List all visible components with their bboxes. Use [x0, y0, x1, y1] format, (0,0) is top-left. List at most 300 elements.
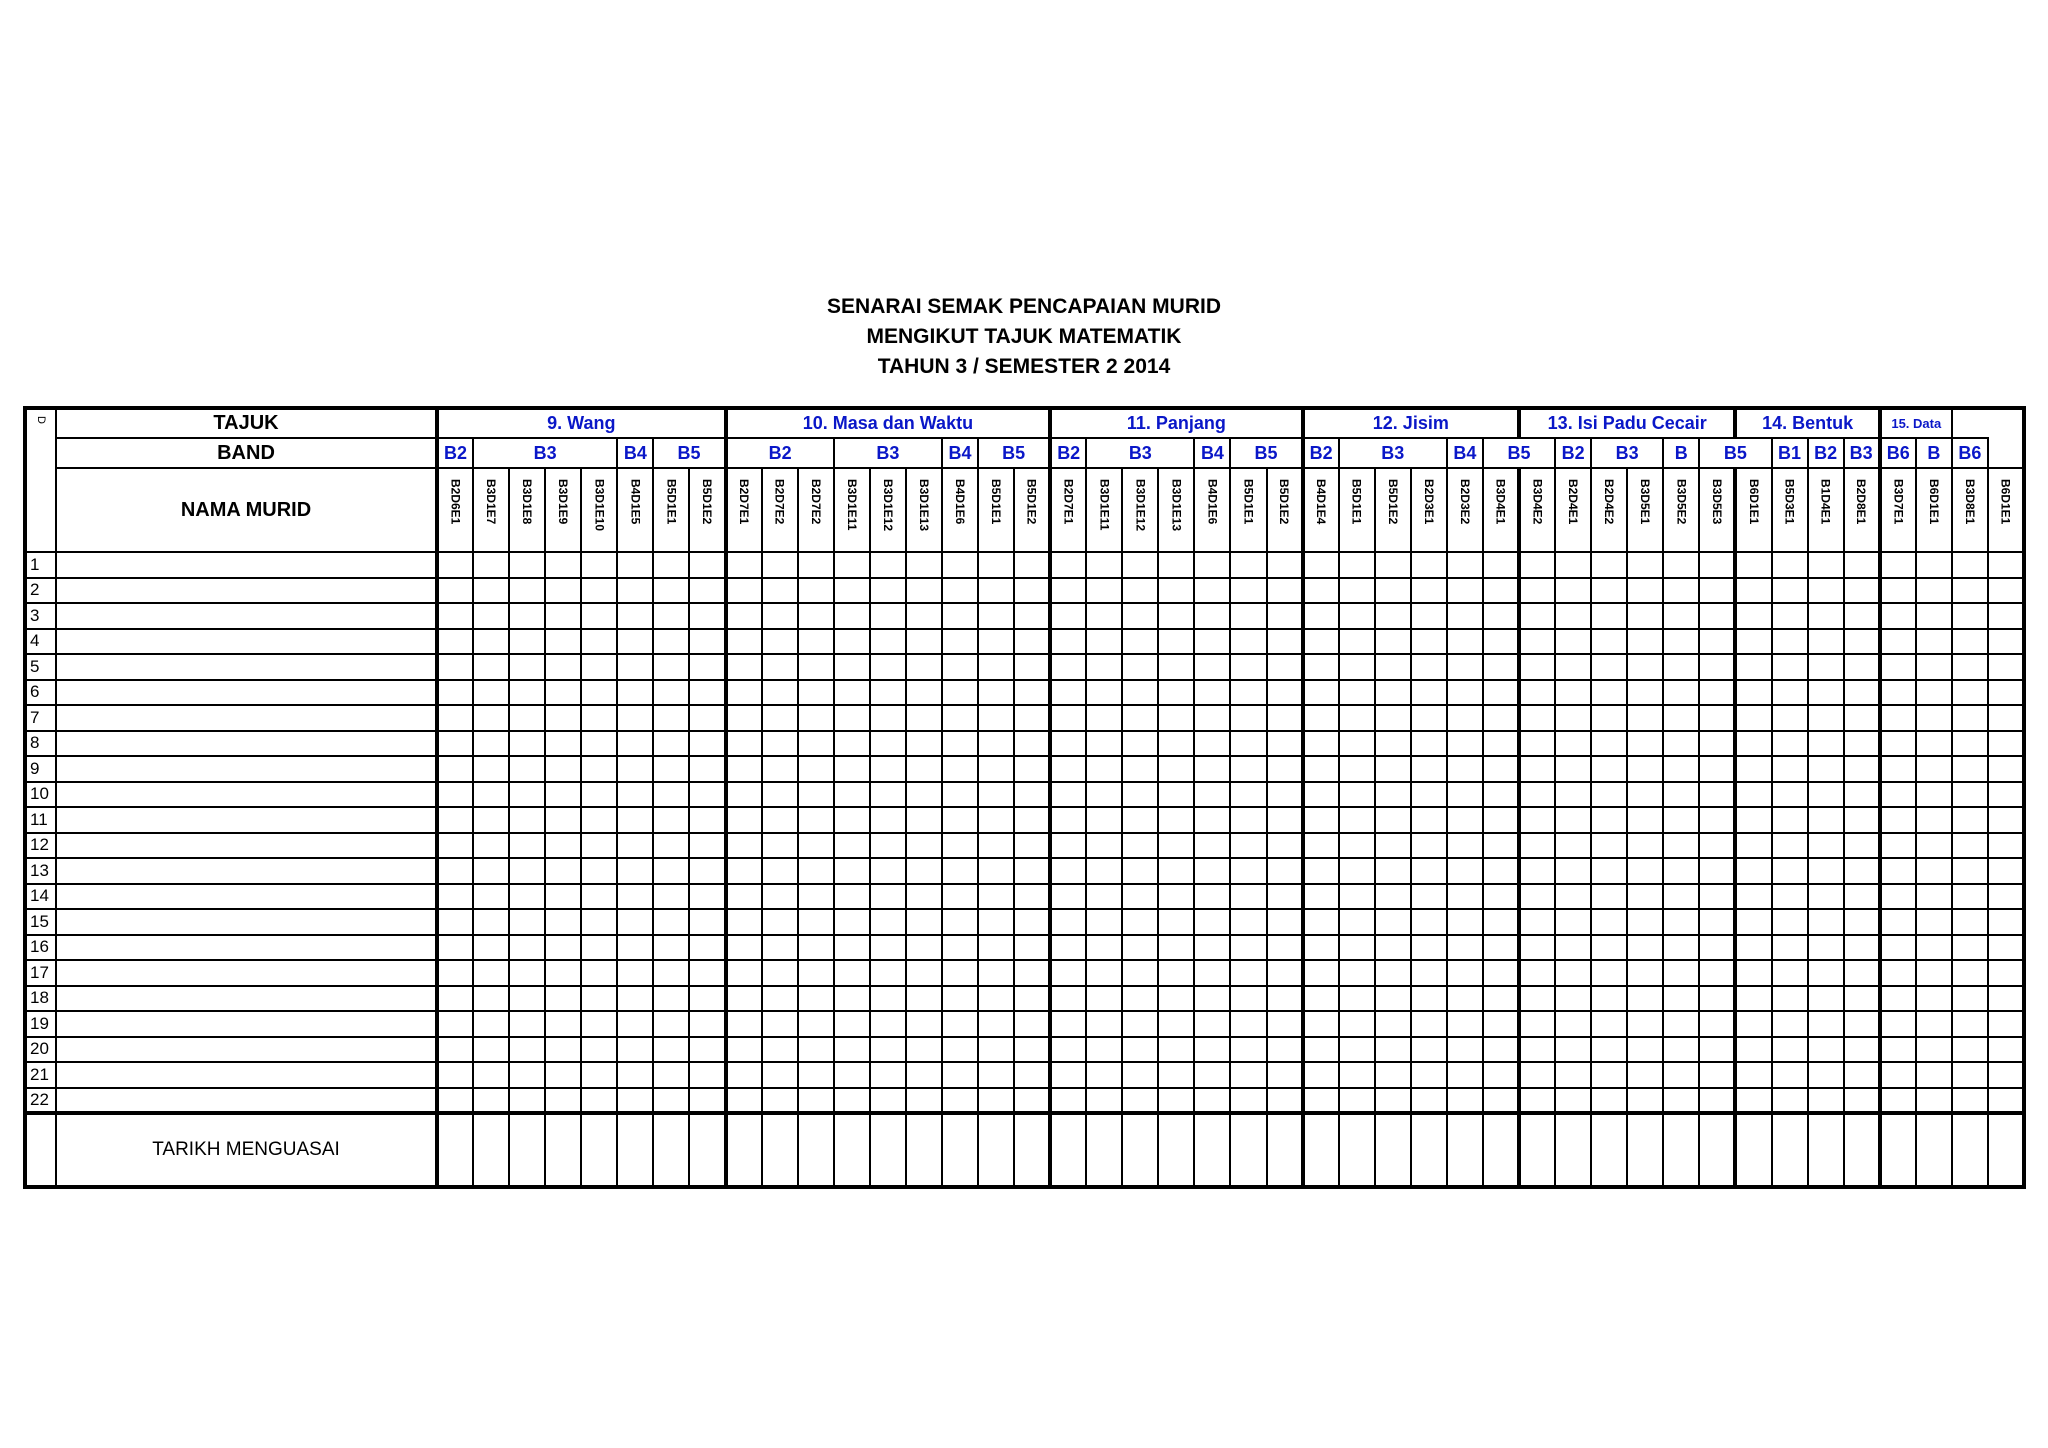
check-cell[interactable] [1411, 782, 1447, 808]
check-cell[interactable] [437, 909, 473, 935]
check-cell[interactable] [726, 884, 762, 910]
check-cell[interactable] [1735, 935, 1771, 961]
check-cell[interactable] [581, 654, 617, 680]
check-cell[interactable] [617, 705, 653, 731]
check-cell[interactable] [653, 1011, 689, 1037]
check-cell[interactable] [978, 1062, 1014, 1088]
check-cell[interactable] [1808, 756, 1844, 782]
check-cell[interactable] [1194, 858, 1230, 884]
check-cell[interactable] [1375, 782, 1411, 808]
check-cell[interactable] [906, 960, 942, 986]
check-cell[interactable] [545, 782, 581, 808]
check-cell[interactable] [1014, 680, 1050, 706]
check-cell[interactable] [1303, 909, 1339, 935]
check-cell[interactable] [1735, 705, 1771, 731]
check-cell[interactable] [1519, 629, 1555, 655]
check-cell[interactable] [1339, 603, 1375, 629]
check-cell[interactable] [1844, 629, 1880, 655]
check-cell[interactable] [1158, 603, 1194, 629]
check-cell[interactable] [1194, 884, 1230, 910]
check-cell[interactable] [1483, 629, 1519, 655]
check-cell[interactable] [617, 578, 653, 604]
tarikh-cell[interactable] [906, 1113, 942, 1187]
check-cell[interactable] [1699, 705, 1735, 731]
check-cell[interactable] [1158, 629, 1194, 655]
check-cell[interactable] [473, 603, 509, 629]
check-cell[interactable] [1194, 986, 1230, 1012]
check-cell[interactable] [473, 552, 509, 578]
check-cell[interactable] [1339, 1011, 1375, 1037]
check-cell[interactable] [870, 884, 906, 910]
check-cell[interactable] [1699, 578, 1735, 604]
check-cell[interactable] [653, 603, 689, 629]
check-cell[interactable] [834, 654, 870, 680]
check-cell[interactable] [726, 705, 762, 731]
check-cell[interactable] [1483, 935, 1519, 961]
check-cell[interactable] [942, 1037, 978, 1063]
check-cell[interactable] [545, 756, 581, 782]
check-cell[interactable] [1591, 705, 1627, 731]
tarikh-cell[interactable] [1267, 1113, 1303, 1187]
check-cell[interactable] [1663, 1062, 1699, 1088]
check-cell[interactable] [1267, 654, 1303, 680]
tarikh-cell[interactable] [617, 1113, 653, 1187]
check-cell[interactable] [1952, 552, 1988, 578]
check-cell[interactable] [726, 629, 762, 655]
check-cell[interactable] [762, 654, 798, 680]
check-cell[interactable] [726, 935, 762, 961]
check-cell[interactable] [1663, 782, 1699, 808]
check-cell[interactable] [1483, 986, 1519, 1012]
check-cell[interactable] [437, 1062, 473, 1088]
check-cell[interactable] [581, 960, 617, 986]
check-cell[interactable] [1519, 833, 1555, 859]
check-cell[interactable] [1050, 909, 1086, 935]
check-cell[interactable] [1158, 1088, 1194, 1114]
check-cell[interactable] [1555, 935, 1591, 961]
check-cell[interactable] [1916, 935, 1952, 961]
check-cell[interactable] [1880, 552, 1916, 578]
check-cell[interactable] [437, 629, 473, 655]
check-cell[interactable] [1772, 552, 1808, 578]
check-cell[interactable] [1699, 858, 1735, 884]
check-cell[interactable] [1050, 1037, 1086, 1063]
check-cell[interactable] [545, 654, 581, 680]
check-cell[interactable] [1267, 1011, 1303, 1037]
check-cell[interactable] [870, 578, 906, 604]
check-cell[interactable] [509, 935, 545, 961]
check-cell[interactable] [617, 552, 653, 578]
check-cell[interactable] [1158, 680, 1194, 706]
check-cell[interactable] [762, 578, 798, 604]
check-cell[interactable] [1014, 909, 1050, 935]
check-cell[interactable] [1122, 552, 1158, 578]
check-cell[interactable] [1519, 884, 1555, 910]
check-cell[interactable] [1916, 960, 1952, 986]
check-cell[interactable] [978, 552, 1014, 578]
check-cell[interactable] [1735, 578, 1771, 604]
check-cell[interactable] [1591, 986, 1627, 1012]
check-cell[interactable] [762, 884, 798, 910]
check-cell[interactable] [1591, 782, 1627, 808]
check-cell[interactable] [1230, 578, 1266, 604]
check-cell[interactable] [653, 654, 689, 680]
check-cell[interactable] [1230, 807, 1266, 833]
check-cell[interactable] [1916, 807, 1952, 833]
check-cell[interactable] [1735, 1011, 1771, 1037]
check-cell[interactable] [1158, 909, 1194, 935]
check-cell[interactable] [1772, 603, 1808, 629]
check-cell[interactable] [870, 680, 906, 706]
tarikh-cell[interactable] [978, 1113, 1014, 1187]
check-cell[interactable] [473, 1011, 509, 1037]
check-cell[interactable] [1050, 960, 1086, 986]
check-cell[interactable] [509, 986, 545, 1012]
check-cell[interactable] [1447, 884, 1483, 910]
check-cell[interactable] [1880, 858, 1916, 884]
check-cell[interactable] [689, 986, 725, 1012]
check-cell[interactable] [870, 807, 906, 833]
check-cell[interactable] [1014, 960, 1050, 986]
check-cell[interactable] [1122, 960, 1158, 986]
check-cell[interactable] [1735, 629, 1771, 655]
check-cell[interactable] [1303, 858, 1339, 884]
check-cell[interactable] [1086, 1062, 1122, 1088]
check-cell[interactable] [834, 629, 870, 655]
check-cell[interactable] [1555, 731, 1591, 757]
check-cell[interactable] [1086, 603, 1122, 629]
student-name-cell[interactable] [56, 909, 437, 935]
check-cell[interactable] [834, 1011, 870, 1037]
check-cell[interactable] [1844, 935, 1880, 961]
check-cell[interactable] [1230, 654, 1266, 680]
check-cell[interactable] [1050, 705, 1086, 731]
check-cell[interactable] [1772, 629, 1808, 655]
check-cell[interactable] [1663, 833, 1699, 859]
check-cell[interactable] [1230, 935, 1266, 961]
check-cell[interactable] [1591, 909, 1627, 935]
student-name-cell[interactable] [56, 960, 437, 986]
check-cell[interactable] [1303, 756, 1339, 782]
check-cell[interactable] [870, 654, 906, 680]
tarikh-cell[interactable] [942, 1113, 978, 1187]
check-cell[interactable] [1952, 705, 1988, 731]
check-cell[interactable] [1916, 909, 1952, 935]
check-cell[interactable] [1375, 884, 1411, 910]
check-cell[interactable] [834, 1037, 870, 1063]
check-cell[interactable] [1339, 680, 1375, 706]
check-cell[interactable] [1411, 1088, 1447, 1114]
check-cell[interactable] [834, 705, 870, 731]
check-cell[interactable] [1519, 935, 1555, 961]
check-cell[interactable] [1230, 1062, 1266, 1088]
check-cell[interactable] [726, 731, 762, 757]
check-cell[interactable] [1663, 1088, 1699, 1114]
check-cell[interactable] [726, 807, 762, 833]
check-cell[interactable] [1699, 1062, 1735, 1088]
check-cell[interactable] [1086, 782, 1122, 808]
check-cell[interactable] [1916, 603, 1952, 629]
check-cell[interactable] [1339, 858, 1375, 884]
check-cell[interactable] [1339, 1062, 1375, 1088]
check-cell[interactable] [617, 960, 653, 986]
tarikh-cell[interactable] [1735, 1113, 1771, 1187]
check-cell[interactable] [1267, 986, 1303, 1012]
check-cell[interactable] [870, 858, 906, 884]
check-cell[interactable] [1519, 552, 1555, 578]
check-cell[interactable] [509, 654, 545, 680]
check-cell[interactable] [870, 756, 906, 782]
check-cell[interactable] [473, 705, 509, 731]
check-cell[interactable] [545, 960, 581, 986]
check-cell[interactable] [1988, 629, 2024, 655]
check-cell[interactable] [617, 731, 653, 757]
check-cell[interactable] [1375, 960, 1411, 986]
tarikh-cell[interactable] [1844, 1113, 1880, 1187]
check-cell[interactable] [545, 935, 581, 961]
check-cell[interactable] [1519, 756, 1555, 782]
check-cell[interactable] [1447, 960, 1483, 986]
check-cell[interactable] [1808, 833, 1844, 859]
check-cell[interactable] [762, 629, 798, 655]
check-cell[interactable] [1086, 1037, 1122, 1063]
check-cell[interactable] [798, 1088, 834, 1114]
check-cell[interactable] [617, 654, 653, 680]
check-cell[interactable] [689, 578, 725, 604]
check-cell[interactable] [1916, 680, 1952, 706]
check-cell[interactable] [1339, 986, 1375, 1012]
check-cell[interactable] [1663, 731, 1699, 757]
check-cell[interactable] [726, 858, 762, 884]
check-cell[interactable] [653, 960, 689, 986]
check-cell[interactable] [1627, 1011, 1663, 1037]
check-cell[interactable] [1663, 552, 1699, 578]
check-cell[interactable] [942, 654, 978, 680]
check-cell[interactable] [1411, 935, 1447, 961]
check-cell[interactable] [978, 756, 1014, 782]
check-cell[interactable] [1375, 1062, 1411, 1088]
check-cell[interactable] [1086, 909, 1122, 935]
check-cell[interactable] [1988, 833, 2024, 859]
check-cell[interactable] [1122, 680, 1158, 706]
check-cell[interactable] [1483, 552, 1519, 578]
check-cell[interactable] [617, 884, 653, 910]
check-cell[interactable] [1699, 960, 1735, 986]
check-cell[interactable] [726, 1011, 762, 1037]
check-cell[interactable] [437, 680, 473, 706]
check-cell[interactable] [653, 731, 689, 757]
check-cell[interactable] [1194, 578, 1230, 604]
check-cell[interactable] [653, 552, 689, 578]
check-cell[interactable] [1916, 705, 1952, 731]
check-cell[interactable] [617, 1088, 653, 1114]
check-cell[interactable] [798, 629, 834, 655]
check-cell[interactable] [1339, 705, 1375, 731]
check-cell[interactable] [798, 858, 834, 884]
check-cell[interactable] [1844, 833, 1880, 859]
tarikh-cell[interactable] [1375, 1113, 1411, 1187]
check-cell[interactable] [473, 782, 509, 808]
check-cell[interactable] [581, 705, 617, 731]
check-cell[interactable] [978, 654, 1014, 680]
check-cell[interactable] [1122, 909, 1158, 935]
check-cell[interactable] [1735, 986, 1771, 1012]
check-cell[interactable] [1086, 731, 1122, 757]
check-cell[interactable] [437, 731, 473, 757]
check-cell[interactable] [1230, 986, 1266, 1012]
check-cell[interactable] [1844, 654, 1880, 680]
check-cell[interactable] [1699, 833, 1735, 859]
check-cell[interactable] [689, 858, 725, 884]
check-cell[interactable] [1483, 960, 1519, 986]
check-cell[interactable] [978, 960, 1014, 986]
check-cell[interactable] [1952, 986, 1988, 1012]
check-cell[interactable] [1014, 986, 1050, 1012]
check-cell[interactable] [1627, 629, 1663, 655]
check-cell[interactable] [1952, 909, 1988, 935]
check-cell[interactable] [1591, 858, 1627, 884]
check-cell[interactable] [978, 603, 1014, 629]
check-cell[interactable] [1519, 578, 1555, 604]
check-cell[interactable] [906, 986, 942, 1012]
check-cell[interactable] [509, 858, 545, 884]
check-cell[interactable] [1916, 1037, 1952, 1063]
check-cell[interactable] [1339, 552, 1375, 578]
tarikh-cell[interactable] [1519, 1113, 1555, 1187]
student-name-cell[interactable] [56, 858, 437, 884]
check-cell[interactable] [1555, 986, 1591, 1012]
check-cell[interactable] [1447, 858, 1483, 884]
check-cell[interactable] [1519, 1011, 1555, 1037]
check-cell[interactable] [1772, 1037, 1808, 1063]
check-cell[interactable] [870, 603, 906, 629]
check-cell[interactable] [1988, 1088, 2024, 1114]
check-cell[interactable] [1627, 833, 1663, 859]
check-cell[interactable] [1158, 833, 1194, 859]
check-cell[interactable] [1375, 1037, 1411, 1063]
check-cell[interactable] [1519, 909, 1555, 935]
check-cell[interactable] [1158, 552, 1194, 578]
check-cell[interactable] [906, 909, 942, 935]
check-cell[interactable] [870, 1088, 906, 1114]
check-cell[interactable] [617, 935, 653, 961]
tarikh-cell[interactable] [545, 1113, 581, 1187]
check-cell[interactable] [509, 807, 545, 833]
check-cell[interactable] [1375, 654, 1411, 680]
check-cell[interactable] [437, 603, 473, 629]
check-cell[interactable] [581, 782, 617, 808]
tarikh-cell[interactable] [1880, 1113, 1916, 1187]
check-cell[interactable] [1303, 833, 1339, 859]
check-cell[interactable] [1411, 629, 1447, 655]
check-cell[interactable] [1194, 1011, 1230, 1037]
check-cell[interactable] [1880, 909, 1916, 935]
check-cell[interactable] [617, 1011, 653, 1037]
check-cell[interactable] [1375, 833, 1411, 859]
check-cell[interactable] [1339, 909, 1375, 935]
check-cell[interactable] [1735, 782, 1771, 808]
check-cell[interactable] [1844, 603, 1880, 629]
check-cell[interactable] [834, 782, 870, 808]
check-cell[interactable] [1086, 807, 1122, 833]
check-cell[interactable] [1050, 1088, 1086, 1114]
check-cell[interactable] [1519, 731, 1555, 757]
check-cell[interactable] [762, 986, 798, 1012]
check-cell[interactable] [906, 935, 942, 961]
check-cell[interactable] [1880, 705, 1916, 731]
check-cell[interactable] [1122, 731, 1158, 757]
check-cell[interactable] [1014, 807, 1050, 833]
check-cell[interactable] [545, 986, 581, 1012]
check-cell[interactable] [1808, 1062, 1844, 1088]
check-cell[interactable] [1122, 986, 1158, 1012]
check-cell[interactable] [1267, 807, 1303, 833]
check-cell[interactable] [1808, 629, 1844, 655]
check-cell[interactable] [1267, 1088, 1303, 1114]
check-cell[interactable] [1303, 782, 1339, 808]
check-cell[interactable] [473, 1037, 509, 1063]
check-cell[interactable] [1663, 1011, 1699, 1037]
check-cell[interactable] [617, 603, 653, 629]
check-cell[interactable] [509, 1088, 545, 1114]
check-cell[interactable] [1735, 858, 1771, 884]
check-cell[interactable] [1880, 782, 1916, 808]
check-cell[interactable] [653, 680, 689, 706]
check-cell[interactable] [1158, 884, 1194, 910]
student-name-cell[interactable] [56, 705, 437, 731]
check-cell[interactable] [978, 680, 1014, 706]
check-cell[interactable] [1230, 629, 1266, 655]
check-cell[interactable] [1627, 1088, 1663, 1114]
check-cell[interactable] [545, 909, 581, 935]
check-cell[interactable] [1086, 884, 1122, 910]
check-cell[interactable] [834, 578, 870, 604]
check-cell[interactable] [1844, 705, 1880, 731]
check-cell[interactable] [978, 705, 1014, 731]
check-cell[interactable] [762, 680, 798, 706]
check-cell[interactable] [1122, 1037, 1158, 1063]
check-cell[interactable] [1014, 731, 1050, 757]
check-cell[interactable] [1772, 705, 1808, 731]
check-cell[interactable] [1699, 807, 1735, 833]
check-cell[interactable] [1555, 1011, 1591, 1037]
check-cell[interactable] [798, 1062, 834, 1088]
check-cell[interactable] [798, 986, 834, 1012]
check-cell[interactable] [1988, 960, 2024, 986]
check-cell[interactable] [798, 833, 834, 859]
check-cell[interactable] [1339, 629, 1375, 655]
check-cell[interactable] [1699, 1037, 1735, 1063]
check-cell[interactable] [581, 884, 617, 910]
check-cell[interactable] [834, 1062, 870, 1088]
check-cell[interactable] [726, 1088, 762, 1114]
check-cell[interactable] [1880, 603, 1916, 629]
check-cell[interactable] [1194, 1037, 1230, 1063]
check-cell[interactable] [689, 833, 725, 859]
check-cell[interactable] [834, 552, 870, 578]
check-cell[interactable] [1591, 629, 1627, 655]
check-cell[interactable] [1483, 680, 1519, 706]
check-cell[interactable] [1267, 884, 1303, 910]
check-cell[interactable] [1303, 1062, 1339, 1088]
check-cell[interactable] [978, 578, 1014, 604]
check-cell[interactable] [653, 629, 689, 655]
student-name-cell[interactable] [56, 629, 437, 655]
check-cell[interactable] [1772, 858, 1808, 884]
check-cell[interactable] [1050, 807, 1086, 833]
tarikh-cell[interactable] [834, 1113, 870, 1187]
check-cell[interactable] [1952, 603, 1988, 629]
